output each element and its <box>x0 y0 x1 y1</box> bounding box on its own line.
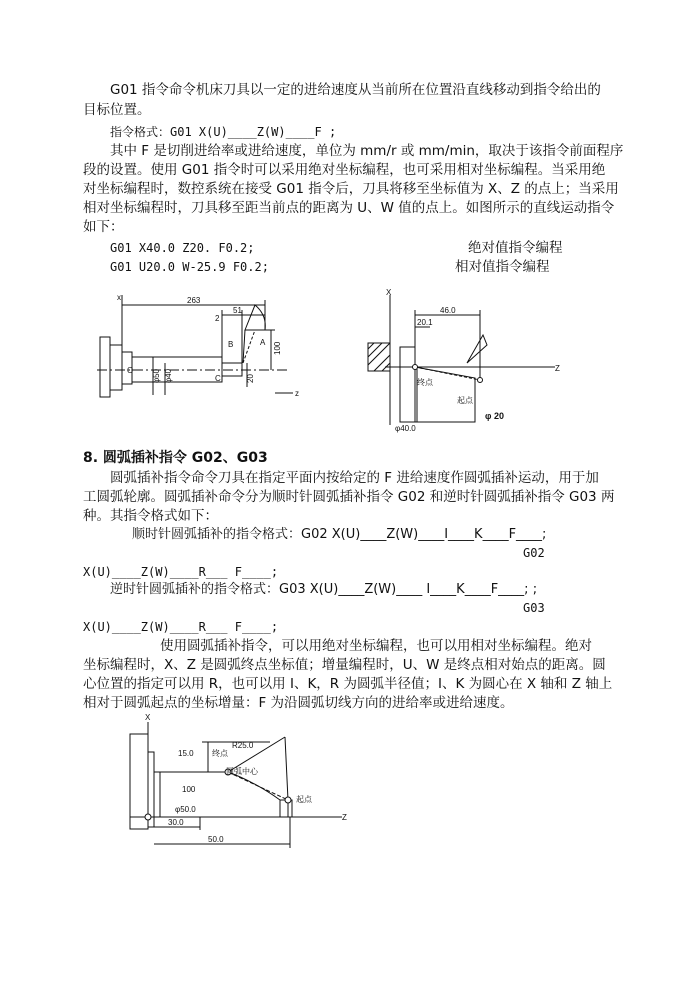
example2-note: 相对值指令编程 <box>455 259 550 275</box>
sec7-para2-line4: 相对坐标编程时，刀具移至距当前点的距离为 U、W 值的点上。如图所示的直线运动指令 <box>83 200 615 216</box>
fig1-dim-51: 51 <box>233 306 242 315</box>
example1-note: 绝对值指令编程 <box>468 240 563 256</box>
sec8-para1-line1: 圆弧插补指令命令刀具在指定平面内按给定的 F 进给速度作圆弧插补运动，用于加 <box>110 470 599 486</box>
sec8-para2-line4: 相对于圆弧起点的坐标增量：F 为沿圆弧切线方向的进给率或进给速度。 <box>83 695 514 711</box>
figure-arc-interpolation <box>120 712 360 862</box>
fig1-point-c: C <box>215 374 221 383</box>
fig1-dim-100: 100 <box>273 341 282 355</box>
fig3-dim-15: 15.0 <box>178 749 194 758</box>
fig1-dim-2: 2 <box>215 314 220 323</box>
sec8-para1-line3: 种。其指令格式如下： <box>83 508 218 524</box>
fig3-end-label: 终点 <box>212 749 228 758</box>
fig2-end-label: 终点 <box>417 378 433 387</box>
fig1-dim-phi50: φ50 <box>152 368 161 383</box>
g03-format-line2: X(U)____Z(W)____R___ F____; <box>83 620 279 634</box>
fig3-radius-label: R25.0 <box>232 741 254 750</box>
example2-code: G01 U20.0 W-25.9 F0.2; <box>110 260 269 274</box>
sec8-para2-line3: 心位置的指定可以用 R，也可以用 I、K，R 为圆弧半径值；I、K 为圆心在 X 轴和 Z 轴上 <box>83 676 613 692</box>
sec8-para1-line2: 工圆弧轮廓。圆弧插补命令分为顺时针圆弧插补指令 G02 和逆时针圆弧插补指令 G03 两 <box>83 489 615 505</box>
fig2-dim-20-1: 20.1 <box>417 318 433 327</box>
fig1-point-a: A <box>260 338 266 347</box>
fig3-start-label: 起点 <box>296 795 312 804</box>
fig2-z-label: Z <box>555 364 560 373</box>
g02-format: 顺时针圆弧插补的指令格式：G02 X(U)____Z(W)____I____K____F____; <box>132 527 547 542</box>
g03-code-label: G03 <box>523 601 545 615</box>
sec8-para2-line2: 坐标编程时，X、Z 是圆弧终点坐标值；增量编程时，U、W 是终点相对始点的距离。圆 <box>83 657 606 673</box>
fig1-dim-20: 20 <box>246 374 255 383</box>
fig3-dim-30: 30.0 <box>168 818 184 827</box>
g02-code-label: G02 <box>523 546 545 560</box>
sec8-para2-line1: 使用圆弧插补指令，可以用绝对坐标编程，也可以用相对坐标编程。绝对 <box>160 638 592 654</box>
sec7-para2-line2: 段的设置。使用 G01 指令时可以采用绝对坐标编程，也可采用相对坐标编程。当采用绝 <box>83 162 606 178</box>
fig3-x-label: X <box>145 713 151 722</box>
example1-code: G01 X40.0 Z20. F0.2; <box>110 241 255 255</box>
fig1-x-label: x <box>117 293 121 302</box>
section-8-heading: 8. 圆弧插补指令 G02、G03 <box>83 450 268 466</box>
fig1-origin-label: O <box>127 366 134 375</box>
fig3-dim-100: 100 <box>182 785 196 794</box>
fig2-start-label: 起点 <box>457 396 473 405</box>
fig1-dim-263: 263 <box>187 296 201 305</box>
sec7-para1-line2: 目标位置。 <box>83 102 151 118</box>
fig2-dim-46: 46.0 <box>440 306 456 315</box>
g01-format: 指令格式：G01 X(U)____Z(W)____F ; <box>110 125 337 139</box>
sec7-para2-line3: 对坐标编程时，数控系统在接受 G01 指令后，刀具将移至坐标值为 X、Z 的点上；当采用 <box>83 181 619 197</box>
fig1-point-b: B <box>228 340 234 349</box>
fig3-z-label: Z <box>342 813 347 822</box>
fig3-center-label: 圆弧中心 <box>226 767 258 776</box>
fig1-z-label: z <box>295 389 299 398</box>
fig2-x-label: X <box>386 288 392 297</box>
g03-format: 逆时针圆弧插补的指令格式：G03 X(U)____Z(W)____ I____K____F____; ; <box>110 582 538 597</box>
sec7-para2-line5: 如下： <box>83 219 124 235</box>
fig3-dim-phi50: φ50.0 <box>175 805 196 814</box>
g02-format-line2: X(U)____Z(W)____R___ F____; <box>83 565 279 579</box>
fig2-dim-phi20: φ 20 <box>485 411 504 421</box>
fig1-dim-phi40: φ40 <box>164 368 173 383</box>
figure-g01-xz <box>355 285 585 435</box>
fig3-dim-50: 50.0 <box>208 835 224 844</box>
figure-g01-workpiece <box>95 285 330 435</box>
sec7-para2-line1: 其中 F 是切削进给率或进给速度，单位为 mm/r 或 mm/min，取决于该指令前面程序 <box>110 143 624 159</box>
sec7-para1-line1: G01 指令命令机床刀具以一定的进给速度从当前所在位置沿直线移动到指令给出的 <box>110 82 601 98</box>
fig2-dim-phi40: φ40.0 <box>395 424 416 433</box>
